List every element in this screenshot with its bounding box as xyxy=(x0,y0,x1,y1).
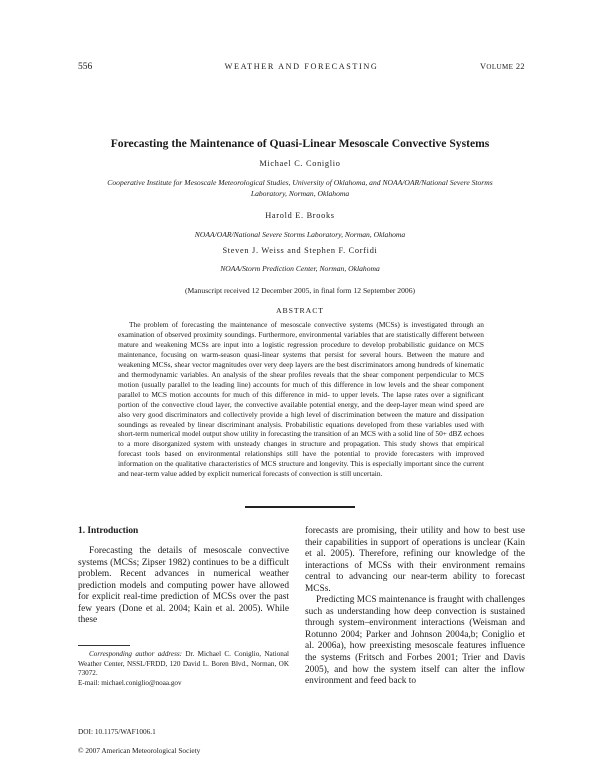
author-2-name xyxy=(60,211,540,220)
doi: DOI: 10.1175/WAF1006.1 xyxy=(78,727,156,736)
volume-label-rest: OLUME xyxy=(486,63,514,71)
author-2-affiliation: NOAA/OAR/National Severe Storms Laboratory, Norman, Oklahoma xyxy=(194,230,406,239)
manuscript-dates: (Manuscript received 12 December 2005, in final form 12 September 2006) xyxy=(184,286,416,295)
author-1-affiliation-line-1: Cooperative Institute for Mesoscale Meteorological Studies, University of Oklahoma, and NOAA/OAR/National Severe Storms xyxy=(107,178,493,187)
intro-paragraph-1: Forecasting the details of mesoscale convective systems (MCSs; Zipser 1982) continues to be a difficult problem. Recent advances in numerical weather prediction models and computing power have allowed for explicit real-time prediction of MCSs over the past few years (Done et al. 2004; Kain et al. 2005). While these xyxy=(78,546,289,626)
running-header xyxy=(78,62,525,76)
author-1-name xyxy=(60,159,540,168)
footnote-rule xyxy=(78,645,130,646)
paper-title: Forecasting the Maintenance of Quasi-Linear Mesoscale Convective Systems xyxy=(110,137,490,150)
copyright: © 2007 American Meteorological Society xyxy=(78,746,201,755)
column-right xyxy=(305,526,525,688)
author-2-name-text: Harold E. Brooks xyxy=(265,211,335,220)
author-1-affiliation-line-2: Laboratory, Norman, Oklahoma xyxy=(250,189,350,198)
section-heading-introduction: 1. Introduction xyxy=(78,526,139,536)
footnote-address xyxy=(78,650,289,679)
intro-paragraph-2: Predicting MCS maintenance is fraught with challenges such as understanding how deep convection is sustained through system–environment interactions (Weisman and Rotunno 2004; Parker and Johnson 2004a,b; Coniglio et al. 2006a), how preexisting mesoscale features influence the systems (Fritsch and Forbes 2001; Trier and Davis 2005), and how the system itself can alter the inflow environment and feed back to xyxy=(305,595,525,687)
intro-paragraph-1-continued: forecasts are promising, their utility and how to best use their capabilities in support of operations is unclear (Kain et al. 2005). Therefore, refining our knowledge of the interactions of MCSs with their environment remains central to advancing our near-term ability to forecast MCSs. xyxy=(305,526,525,594)
abstract-text: The problem of forecasting the maintenance of mesoscale convective systems (MCSs) is investigated through an examination of observed proximity soundings. Furthermore, environmental variables that are statistically different between mature and weakening MCSs are input into a logistic regression procedure to develop probabilistic guidance on MCS maintenance, focusing on warm-season quasi-linear systems that persist for several hours. Between the mature and weakening MCSs, shear vector magnitudes over very deep layers are the best discriminators among hundreds of kinematic and thermodynamic variables. An analysis of the shear profiles reveals that the shear component perpendicular to MCS motion (usually parallel to the leading line) accounts for much of this difference in low levels and the shear component parallel to MCS motion accounts for much of this difference in mid- to upper levels. The lapse rates over a significant portion of the convective cloud layer, the convective available potential energy, and the deep-layer mean wind speed are also very good discriminators and collectively provide a high level of discrimination between the mature and dissipation soundings as revealed by linear discriminant analysis. Probabilistic equations developed from these variables used with short-term numerical model output show utility in forecasting the transition of an MCS with a solid line of 50+ dBZ echoes to a more disorganized system with unsteady changes in structure and propagation. This study shows that empirical forecast tools based on environmental relationships still have the potential to provide forecasters with improved information on the qualitative characteristics of MCS structure and longevity. This is especially important since the current and near-term value added by explicit numerical forecasts of convection is still uncertain. xyxy=(118,320,484,479)
volume-number: 22 xyxy=(515,62,525,71)
column-left xyxy=(78,526,289,627)
footnote-label: Corresponding author address: xyxy=(89,650,183,658)
footnote-email: E-mail: michael.coniglio@noaa.gov xyxy=(78,678,182,687)
author-3-4-names-text: Steven J. Weiss and Stephen F. Corfidi xyxy=(222,246,378,255)
journal-name: WEATHER AND FORECASTING xyxy=(224,62,379,71)
author-1-name-text: Michael C. Coniglio xyxy=(259,159,341,168)
footnote-address-text: Dr. Michael C. Coniglio, National Weather Center, NSSL/FRDD, 120 David L. Boren Blvd., Norman, OK 73072. xyxy=(78,650,289,678)
abstract-heading: ABSTRACT xyxy=(276,306,324,315)
volume-label xyxy=(480,62,525,71)
author-1-affiliation xyxy=(40,177,560,199)
page-number: 556 xyxy=(78,62,93,72)
volume-label-v: V xyxy=(479,62,487,71)
author-3-4-names xyxy=(60,246,540,255)
corresponding-author-footnote xyxy=(78,650,289,688)
section-divider xyxy=(245,506,355,508)
author-3-4-affiliation: NOAA/Storm Prediction Center, Norman, Oklahoma xyxy=(220,264,380,273)
